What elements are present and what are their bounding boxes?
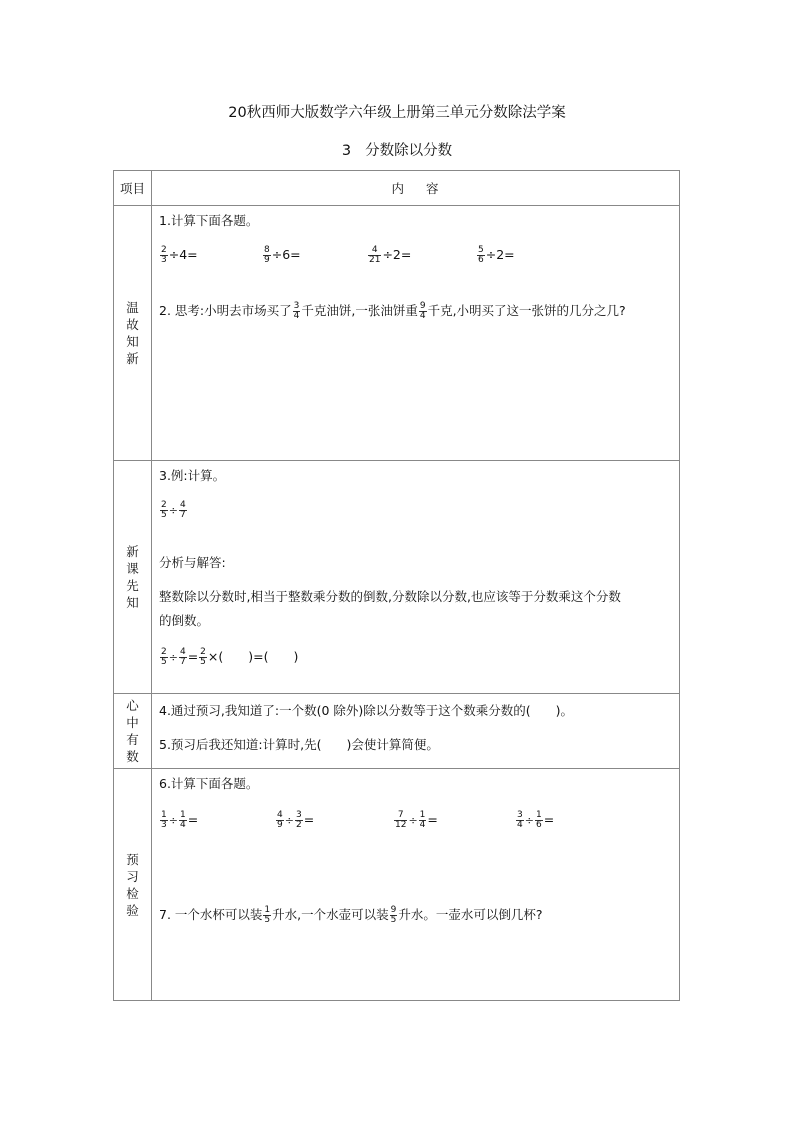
row-divider — [114, 768, 679, 769]
rule-line-1: 整数除以分数时,相当于整数乘分数的倒数,分数除以分数,也应该等于分数乘这个分数 — [159, 589, 621, 604]
calc-expression: $\frac{2}{5}$ ÷ $\frac{4}{7}$ = $\frac{2}{5}$ ×( )=( ) — [161, 647, 299, 667]
header-item: 项目 — [119, 181, 145, 196]
expression-1c: $\frac{4}{21}$ ÷2= — [369, 245, 412, 265]
question-4: 4.通过预习,我知道了:一个数(0 除外)除以分数等于这个数乘分数的( )。 — [159, 703, 574, 718]
category-understanding: 心中有数 — [126, 697, 139, 764]
category-preview-check: 预习检验 — [126, 852, 139, 918]
page-title: 20秋西师大版数学六年级上册第三单元分数除法学案 — [228, 105, 566, 121]
lesson-subtitle — [0, 139, 794, 160]
analysis-label: 分析与解答: — [159, 555, 226, 570]
rule-line-2: 的倒数。 — [159, 613, 210, 628]
question-2: 2. 思考:小明去市场买了 $\frac{3}{4}$ 千克油饼,一张油饼重 $\frac{9}{4}$ 千克,小明买了这一张饼的几分之几? — [159, 301, 626, 321]
worksheet-table — [113, 170, 680, 1001]
question-6: 6.计算下面各题。 — [159, 776, 259, 791]
header-content: 内容 — [391, 181, 461, 196]
row-divider — [114, 205, 679, 206]
question-5: 5.预习后我还知道:计算时,先( )会使计算简便。 — [159, 737, 439, 752]
question-3: 3.例:计算。 — [159, 468, 226, 483]
row-divider — [114, 460, 679, 461]
column-divider — [151, 171, 152, 1000]
lesson-title: 分数除以分数 — [365, 143, 453, 159]
lesson-number: 3 — [341, 143, 352, 159]
expression-1a: $\frac{2}{3}$ ÷4= — [161, 245, 198, 265]
expression-1b: $\frac{8}{9}$ ÷6= — [264, 245, 301, 265]
category-new-lesson: 新课先知 — [126, 543, 139, 610]
expression-1d: $\frac{5}{6}$ ÷2= — [478, 245, 515, 265]
expression-6a: $\frac{1}{3}$ ÷ $\frac{1}{4}$ = — [161, 810, 199, 830]
question-7: 7. 一个水杯可以装 $\frac{1}{5}$ 升水,一个水壶可以装 $\frac{9}{5}$ 升水。一壶水可以倒几杯? — [159, 905, 543, 925]
expression-6b: $\frac{4}{9}$ ÷ $\frac{3}{2}$ = — [277, 810, 315, 830]
question-1: 1.计算下面各题。 — [159, 213, 259, 228]
expression-6c: $\frac{7}{12}$ ÷ $\frac{1}{4}$ = — [395, 810, 438, 830]
expression-6d: $\frac{3}{4}$ ÷ $\frac{1}{6}$ = — [517, 810, 555, 830]
row-divider — [114, 693, 679, 694]
example-expression: $\frac{2}{5}$ ÷ $\frac{4}{7}$ — [161, 500, 186, 520]
category-review: 温故知新 — [126, 299, 139, 366]
